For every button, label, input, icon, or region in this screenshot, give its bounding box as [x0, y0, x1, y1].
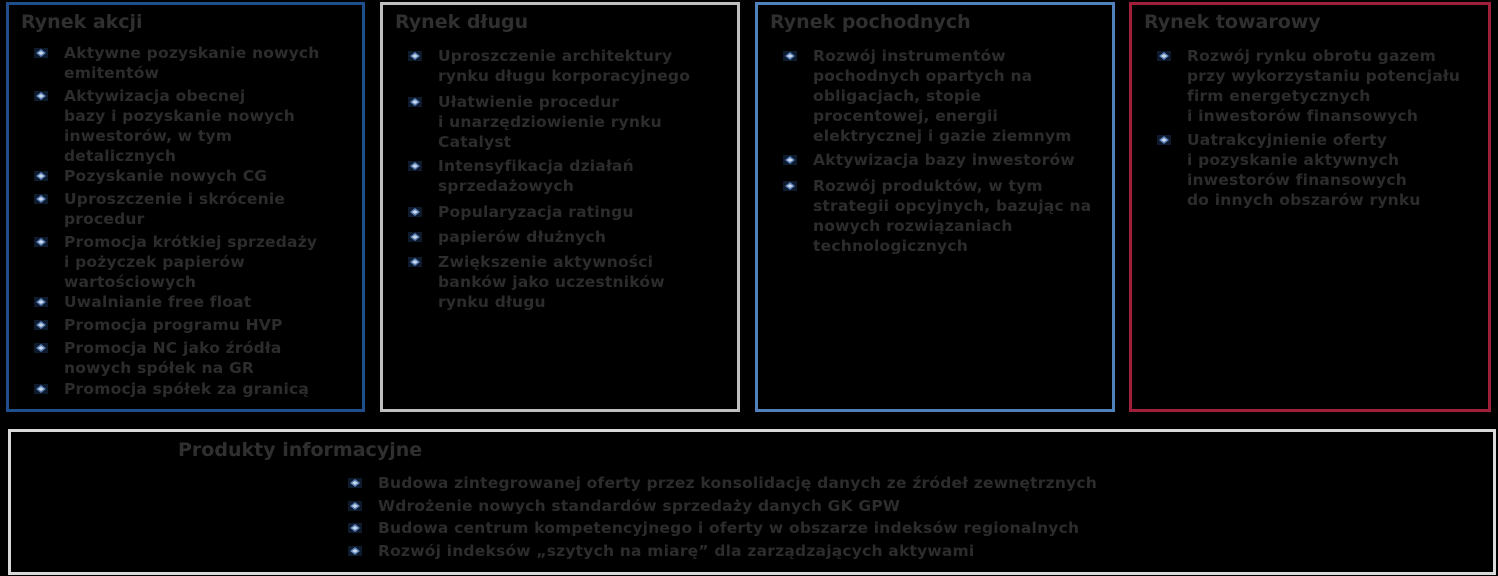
- panel-rynek-pochodnych: [755, 2, 1115, 412]
- diamond-arrow-bullet-icon: [34, 384, 48, 394]
- list-item: Promocja programu HVP: [64, 316, 283, 334]
- list-item: Popularyzacja ratingu: [438, 203, 634, 221]
- panel-rynek-dlugu: [380, 2, 740, 412]
- list-item: Ułatwienie procedur i unarzędziowienie rynku Catalyst: [438, 93, 662, 151]
- diamond-arrow-bullet-icon: [1157, 51, 1171, 61]
- list-item: Wdrożenie nowych standardów sprzedaży danych GK GPW: [378, 497, 901, 515]
- diamond-arrow-bullet-icon: [34, 237, 48, 247]
- list-item: Aktywizacja bazy inwestorów: [813, 151, 1075, 169]
- list-item: Uproszczenie architektury rynku długu korporacyjnego: [438, 47, 691, 85]
- list-item: Intensyfikacja działań sprzedażowych: [438, 157, 634, 195]
- list-item: Budowa zintegrowanej oferty przez konsolidację danych ze źródeł zewnętrznych: [378, 474, 1098, 492]
- diamond-arrow-bullet-icon: [348, 501, 362, 511]
- list-item: Promocja krótkiej sprzedaży i pożyczek papierów wartościowych: [64, 233, 318, 291]
- diamond-arrow-bullet-icon: [783, 155, 797, 165]
- diamond-arrow-bullet-icon: [34, 320, 48, 330]
- diamond-arrow-bullet-icon: [34, 297, 48, 307]
- diamond-arrow-bullet-icon: [408, 161, 422, 171]
- panel-title: Rynek długu: [395, 11, 529, 33]
- diamond-arrow-bullet-icon: [348, 478, 362, 488]
- panel-produkty-informacyjne: [8, 429, 1496, 575]
- diamond-arrow-bullet-icon: [783, 181, 797, 191]
- list-item: Zwiększenie aktywności banków jako uczestników rynku długu: [438, 253, 665, 311]
- panel-title: Produkty informacyjne: [178, 439, 423, 461]
- diamond-arrow-bullet-icon: [408, 232, 422, 242]
- diamond-arrow-bullet-icon: [348, 546, 362, 556]
- list-item: Budowa centrum kompetencyjnego i oferty w obszarze indeksów regionalnych: [378, 519, 1080, 537]
- list-item: Rozwój rynku obrotu gazem przy wykorzystaniu potencjału firm energetycznych i inwestorów finansowych: [1187, 47, 1461, 125]
- list-item: Aktywne pozyskanie nowych emitentów: [64, 44, 320, 82]
- panel-title: Rynek akcji: [21, 11, 143, 33]
- diamond-arrow-bullet-icon: [34, 48, 48, 58]
- diamond-arrow-bullet-icon: [408, 51, 422, 61]
- diamond-arrow-bullet-icon: [34, 171, 48, 181]
- list-item: Uproszczenie i skrócenie procedur: [64, 190, 286, 228]
- list-item: Uatrakcyjnienie oferty i pozyskanie aktywnych inwestorów finansowych do innych obszarów rynku: [1187, 131, 1421, 209]
- diamond-arrow-bullet-icon: [34, 91, 48, 101]
- panel-rynek-akcji: [6, 2, 365, 412]
- diamond-arrow-bullet-icon: [1157, 135, 1171, 145]
- list-item: Rozwój instrumentów pochodnych opartych na obligacjach, stopie procentowej, energii elektrycznej i gazie ziemnym: [813, 47, 1072, 145]
- diamond-arrow-bullet-icon: [34, 194, 48, 204]
- list-item: papierów dłużnych: [438, 228, 607, 246]
- diamond-arrow-bullet-icon: [348, 523, 362, 533]
- list-item: Promocja NC jako źródła nowych spółek na GR: [64, 339, 282, 377]
- list-item: Rozwój produktów, w tym strategii opcyjnych, bazując na nowych rozwiązaniach technologicznych: [813, 177, 1092, 255]
- list-item: Promocja spółek za granicą: [64, 380, 310, 398]
- diamond-arrow-bullet-icon: [408, 207, 422, 217]
- panel-rynek-towarowy: [1129, 2, 1491, 412]
- list-item: Rozwój indeksów „szytych na miarę” dla zarządzających aktywami: [378, 542, 975, 560]
- diamond-arrow-bullet-icon: [783, 51, 797, 61]
- panel-title: Rynek towarowy: [1144, 11, 1321, 33]
- list-item: Aktywizacja obecnej bazy i pozyskanie nowych inwestorów, w tym detalicznych: [64, 87, 296, 165]
- diamond-arrow-bullet-icon: [408, 257, 422, 267]
- diamond-arrow-bullet-icon: [408, 97, 422, 107]
- list-item: Uwalnianie free float: [64, 293, 252, 311]
- list-item: Pozyskanie nowych CG: [64, 167, 268, 185]
- panel-title: Rynek pochodnych: [770, 11, 971, 33]
- diamond-arrow-bullet-icon: [34, 343, 48, 353]
